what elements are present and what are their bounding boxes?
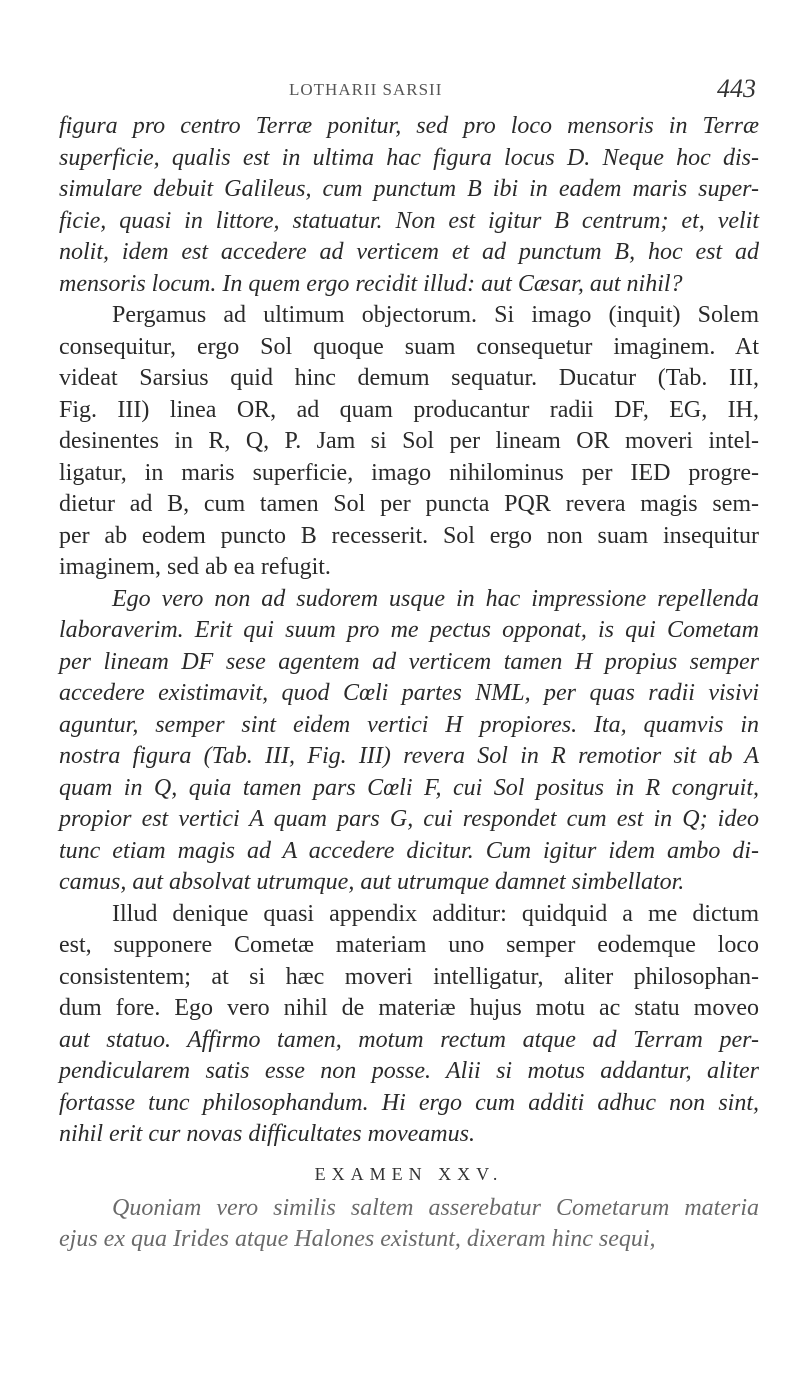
- text-line: mensoris locum. In quem ergo recidit illud: aut Cæsar, aut nihil?: [59, 270, 683, 297]
- text-line: per lineam DF sese agentem ad verticem tamen H propius semper: [59, 648, 759, 675]
- text-line: dum fore. Ego vero nihil de materiæ hujus motu ac statu moveo: [59, 995, 759, 1021]
- text-line: accedere existimavit, quod Cœli partes NML, per quas radii visivi: [59, 680, 759, 706]
- page-number: 443: [717, 74, 756, 103]
- text-line: videat Sarsius quid hinc demum sequatur. Ducatur (Tab. III,: [59, 365, 759, 391]
- text-line: aut statuo. Affirmo tamen, motum rectum atque ad Terram per-: [59, 1026, 759, 1053]
- text-line: tunc etiam magis ad A accedere dicitur. Cum igitur idem ambo di-: [59, 837, 759, 864]
- text-line: consequitur, ergo Sol quoque suam consequetur imaginem. At: [59, 333, 759, 360]
- text-line: nolit, idem est accedere ad verticem et ad punctum B, hoc est ad: [59, 239, 759, 265]
- text-line: ligatur, in maris superficie, imago nihilominus per IED progre-: [59, 459, 759, 486]
- text-line: figura pro centro Terræ ponitur, sed pro loco mensoris in Terræ: [59, 113, 759, 139]
- text-line: nostra figura (Tab. III, Fig. III) revera Sol in R remotior sit ab A: [59, 743, 759, 769]
- text-line: ejus ex qua Irides atque Halones existunt, dixeram hinc sequi,: [59, 1226, 656, 1252]
- text-line: per ab eodem puncto B recesserit. Sol ergo non suam insequitur: [59, 522, 759, 549]
- section-heading: EXAMEN XXV.: [314, 1163, 504, 1184]
- text-line: desinentes in R, Q, P. Jam si Sol per lineam OR moveri intel-: [59, 428, 759, 454]
- text-line: dietur ad B, cum tamen Sol per puncta PQR revera magis sem-: [59, 491, 759, 517]
- text-line: consistentem; at si hæc moveri intelligatur, aliter philosophan-: [59, 963, 759, 990]
- running-head: LOTHARII SARSII: [289, 80, 443, 99]
- text-line: simulare debuit Galileus, cum punctum B ibi in eadem maris super-: [59, 176, 759, 202]
- text-line: imaginem, sed ab ea refugit.: [59, 554, 331, 580]
- text-line: camus, aut absolvat utrumque, aut utrumque damnet simbellator.: [59, 869, 685, 895]
- text-line: Pergamus ad ultimum objectorum. Si imago (inquit) Solem: [112, 302, 759, 328]
- text-line: propior est vertici A quam pars G, cui respondet cum est in Q; ideo: [59, 806, 759, 832]
- text-line: laboraverim. Erit qui suum pro me pectus opponat, is qui Cometam: [59, 617, 759, 643]
- text-line: Quoniam vero similis saltem asserebatur Cometarum materia: [112, 1194, 759, 1221]
- text-line: fortasse tunc philosophandum. Hi ergo cum additi adhuc non sint,: [59, 1089, 759, 1116]
- text-line: Ego vero non ad sudorem usque in hac impressione repellenda: [112, 585, 759, 612]
- text-line: superficie, qualis est in ultima hac figura locus D. Neque hoc dis-: [59, 144, 759, 171]
- text-line: quam in Q, quia tamen pars Cœli F, cui Sol positus in R congruit,: [59, 774, 759, 801]
- text-line: nihil erit cur novas difficultates moveamus.: [59, 1121, 475, 1147]
- body-text: [59, 111, 759, 1256]
- text-line: pendicularem satis esse non posse. Alii si motus addantur, aliter: [59, 1058, 759, 1084]
- text-line: Fig. III) linea OR, ad quam producantur radii DF, EG, IH,: [59, 396, 759, 423]
- text-line: est, supponere Cometæ materiam uno semper eodemque loco: [59, 932, 759, 958]
- text-line: Illud denique quasi appendix additur: quidquid a me dictum: [112, 900, 759, 927]
- text-line: ficie, quasi in littore, statuatur. Non est igitur B centrum; et, velit: [59, 207, 759, 234]
- page-header: [0, 74, 800, 110]
- text-line: aguntur, semper sint eidem vertici H propiores. Ita, quamvis in: [59, 711, 759, 738]
